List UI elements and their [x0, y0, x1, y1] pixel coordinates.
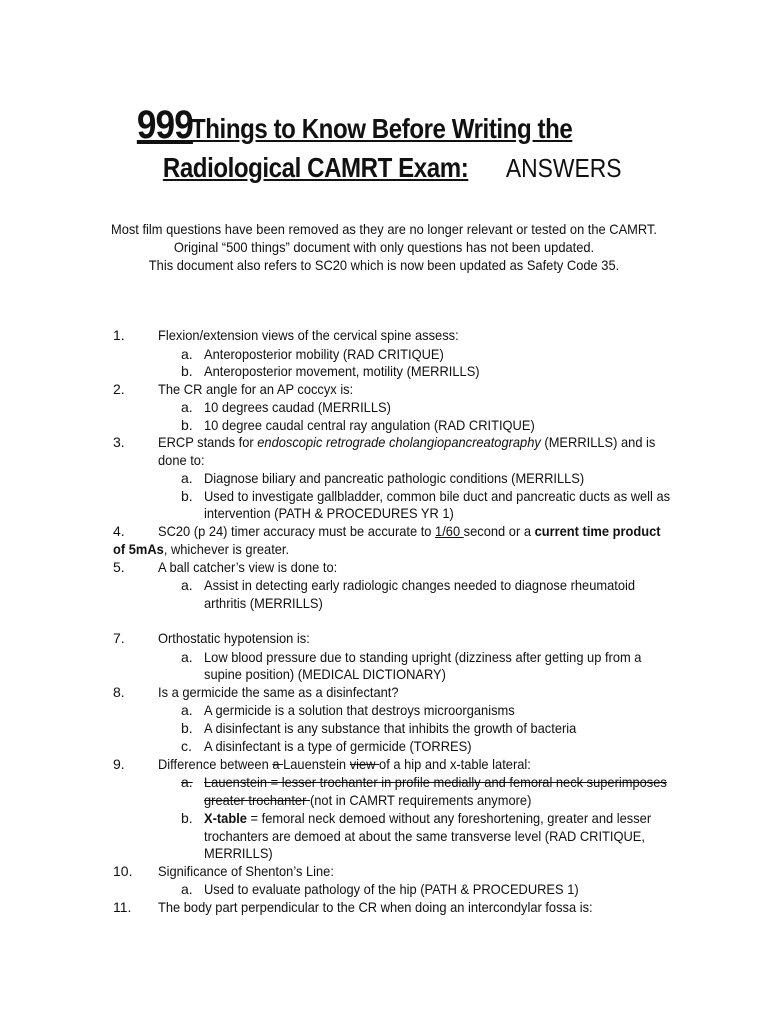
q4-blank-answer: 1/60 — [435, 523, 464, 539]
q9-b-text-cont: trochanters are demoed at about the same transverse level (RAD CRITIQUE, — [204, 828, 645, 844]
q8-b-letter: b. — [181, 720, 193, 736]
q8-text: Is a germicide the same as a disinfectant? — [158, 684, 399, 700]
q9-a-letter: a. — [181, 774, 193, 790]
q9-b-text-cont: MERRILLS) — [204, 845, 273, 861]
q5-a-letter: a. — [181, 577, 193, 593]
q7-a-text-cont: supine position) (MEDICAL DICTIONARY) — [204, 666, 446, 682]
intro-line: This document also refers to SC20 which is now been updated as Safety Code 35. — [148, 257, 620, 273]
q10-text: Significance of Shenton’s Line: — [158, 863, 334, 879]
q1-b-text: Anteroposterior movement, motility (MERRILLS) — [204, 363, 480, 379]
q4-text-cont: of 5mAs, whichever is greater. — [113, 541, 290, 557]
q2-b-text: 10 degree caudal central ray angulation (RAD CRITIQUE) — [204, 417, 535, 433]
intro-line: Original “500 things” document with only questions has not been updated. — [173, 239, 595, 255]
q1-number: 1. — [113, 327, 125, 343]
q8-b-text: A disinfectant is any substance that inhibits the growth of bacteria — [204, 720, 577, 736]
q5-a-text-cont: arthritis (MERRILLS) — [204, 595, 323, 611]
title-line-2: Radiological CAMRT Exam: — [163, 152, 469, 183]
q8-c-letter: c. — [181, 738, 192, 754]
q3-a-letter: a. — [181, 470, 193, 486]
q10-a-text: Used to evaluate pathology of the hip (PATH & PROCEDURES 1) — [204, 881, 579, 897]
q2-text: The CR angle for an AP coccyx is: — [158, 381, 354, 397]
q8-a-letter: a. — [181, 702, 193, 718]
q3-b-text: Used to investigate gallbladder, common bile duct and pancreatic ducts as well as — [204, 488, 671, 504]
q9-b-text: X-table = femoral neck demoed without any foreshortening, greater and lesser — [204, 810, 652, 826]
q1-a-text: Anteroposterior mobility (RAD CRITIQUE) — [204, 346, 444, 362]
q11-text: The body part perpendicular to the CR when doing an intercondylar fossa is: — [158, 899, 593, 915]
q11-number: 11. — [113, 899, 132, 915]
intro-line: Most film questions have been removed as they are no longer relevant or tested on the CAMRT. — [110, 221, 658, 237]
document-title-line-2 — [0, 152, 768, 184]
q5-text: A ball catcher’s view is done to: — [158, 559, 338, 575]
q1-a-letter: a. — [181, 346, 193, 362]
q4-text: SC20 (p 24) timer accuracy must be accurate to 1/60 second or a current time product — [158, 523, 661, 539]
q9-a-text: Lauenstein = lesser trochanter in profile medially and femoral neck superimposes — [204, 774, 667, 790]
q3-a-text: Diagnose biliary and pancreatic pathologic conditions (MERRILLS) — [204, 470, 585, 486]
q10-number: 10. — [113, 863, 133, 879]
q8-number: 8. — [113, 684, 125, 700]
q8-c-text: A disinfectant is a type of germicide (TORRES) — [204, 738, 472, 754]
q7-a-letter: a. — [181, 649, 193, 665]
q7-number: 7. — [113, 630, 125, 646]
document-title-line-1 — [0, 103, 768, 148]
q1-text: Flexion/extension views of the cervical spine assess: — [158, 327, 459, 343]
q3-number: 3. — [113, 434, 125, 450]
q10-a-letter: a. — [181, 881, 193, 897]
q3-b-letter: b. — [181, 488, 193, 504]
q3-b-text-cont: intervention (PATH & PROCEDURES YR 1) — [204, 505, 454, 521]
q5-number: 5. — [113, 559, 125, 575]
q3-text: ERCP stands for endoscopic retrograde cholangiopancreatography (MERRILLS) and is — [158, 434, 656, 450]
intro-notes — [0, 220, 768, 274]
q9-b-letter: b. — [181, 810, 193, 826]
q2-number: 2. — [113, 381, 125, 397]
title-answers: ANSWERS — [505, 153, 622, 183]
q2-b-letter: b. — [181, 417, 193, 433]
q4-number: 4. — [113, 523, 125, 539]
q2-a-text: 10 degrees caudad (MERRILLS) — [204, 399, 391, 415]
q9-a-text-cont: greater trochanter (not in CAMRT requirements anymore) — [204, 792, 532, 808]
q7-a-text: Low blood pressure due to standing upright (dizziness after getting up from a — [204, 649, 642, 665]
q1-b-letter: b. — [181, 363, 193, 379]
q3-text-cont: done to: — [158, 452, 205, 468]
title-line-1: Things to Know Before Writing the — [191, 113, 573, 144]
q5-a-text: Assist in detecting early radiologic changes needed to diagnose rheumatoid — [204, 577, 636, 593]
q2-a-letter: a. — [181, 399, 193, 415]
q7-text: Orthostatic hypotension is: — [158, 630, 310, 646]
q8-a-text: A germicide is a solution that destroys microorganisms — [204, 702, 515, 718]
q9-number: 9. — [113, 756, 125, 772]
q9-text: Difference between a Lauenstein view of a hip and x-table lateral: — [158, 756, 531, 772]
title-number: 999 — [137, 103, 194, 147]
